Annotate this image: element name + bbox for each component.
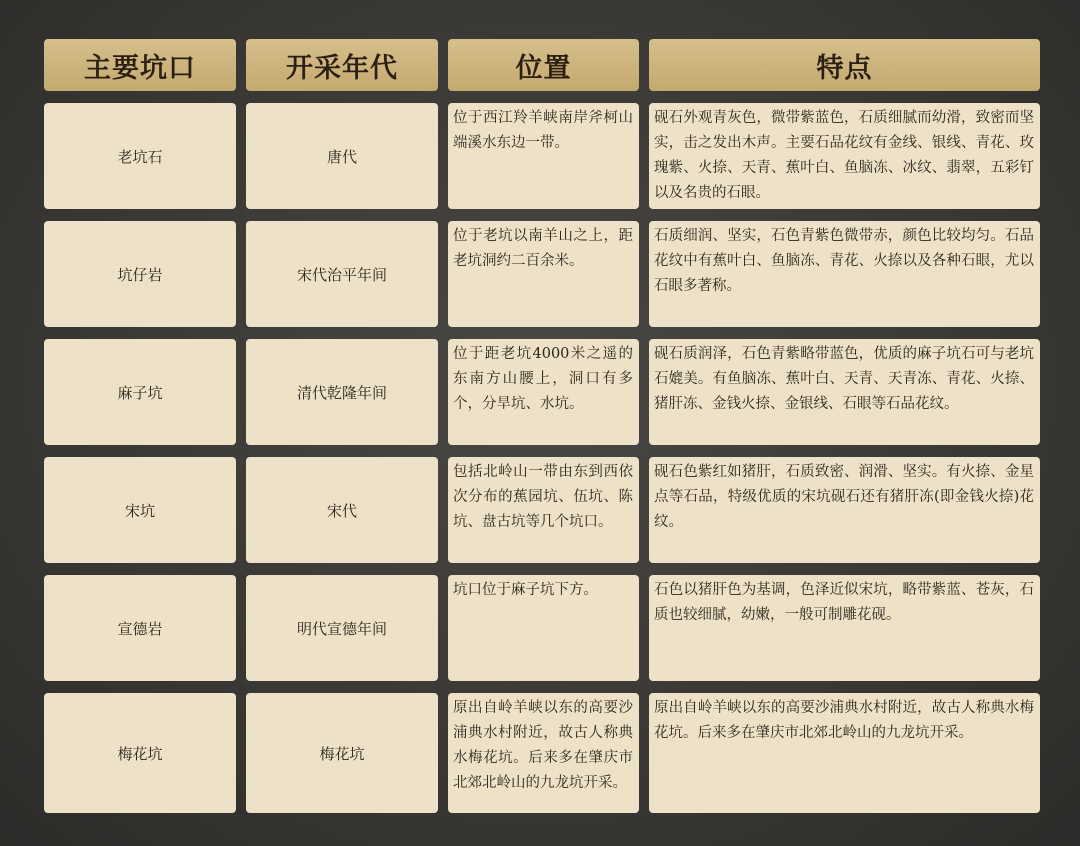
header-mining-era: 开采年代 — [246, 39, 438, 91]
cell-features: 砚石外观青灰色，微带紫蓝色，石质细腻而幼滑，致密而坚实，击之发出木声。主要石品花纹有金线、银线、青花、玫瑰紫、火捺、天青、蕉叶白、鱼脑冻、冰纹、翡翠，五彩钉以及名贵的石眼。 — [649, 103, 1040, 209]
cell-era: 清代乾隆年间 — [246, 339, 438, 445]
cell-features: 石质细润、坚实，石色青紫色微带赤，颜色比较均匀。石品花纹中有蕉叶白、鱼脑冻、青花、火捺以及各种石眼，尤以石眼多著称。 — [649, 221, 1040, 327]
cell-pit: 坑仔岩 — [44, 221, 236, 327]
cell-era: 宋代治平年间 — [246, 221, 438, 327]
cell-location: 位于老坑以南羊山之上，距老坑洞约二百余米。 — [448, 221, 639, 327]
cell-pit: 老坑石 — [44, 103, 236, 209]
cell-location: 位于西江羚羊峡南岸斧柯山端溪水东边一带。 — [448, 103, 639, 209]
header-features: 特点 — [649, 39, 1040, 91]
cell-location: 原出自岭羊峡以东的高要沙浦典水村附近，故古人称典水梅花坑。后来多在肇庆市北郊北岭山的九龙坑开采。 — [448, 693, 639, 813]
cell-pit: 麻子坑 — [44, 339, 236, 445]
cell-pit: 宣德岩 — [44, 575, 236, 681]
cell-features: 石色以猪肝色为基调，色泽近似宋坑，略带紫蓝、苍灰，石质也较细腻，幼嫩，一般可制雕花砚。 — [649, 575, 1040, 681]
cell-features: 砚石色紫红如猪肝，石质致密、润滑、坚实。有火捺、金星点等石品，特级优质的宋坑砚石还有猪肝冻(即金钱火捺)花纹。 — [649, 457, 1040, 563]
cell-features: 砚石质润泽，石色青紫略带蓝色，优质的麻子坑石可与老坑石媲美。有鱼脑冻、蕉叶白、天青、天青冻、青花、火捺、猪肝冻、金钱火捺、金银线、石眼等石品花纹。 — [649, 339, 1040, 445]
cell-location: 位于距老坑4000米之遥的东南方山腰上，洞口有多个，分旱坑、水坑。 — [448, 339, 639, 445]
cell-location: 包括北岭山一带由东到西依次分布的蕉园坑、伍坑、陈坑、盘古坑等几个坑口。 — [448, 457, 639, 563]
cell-pit: 梅花坑 — [44, 693, 236, 813]
inkstone-pits-table — [44, 39, 1040, 813]
cell-pit: 宋坑 — [44, 457, 236, 563]
cell-location: 坑口位于麻子坑下方。 — [448, 575, 639, 681]
header-main-pit: 主要坑口 — [44, 39, 236, 91]
cell-era: 明代宣德年间 — [246, 575, 438, 681]
cell-era: 宋代 — [246, 457, 438, 563]
cell-era: 唐代 — [246, 103, 438, 209]
header-location: 位置 — [448, 39, 639, 91]
cell-era: 梅花坑 — [246, 693, 438, 813]
cell-features: 原出自岭羊峡以东的高要沙浦典水村附近，故古人称典水梅花坑。后来多在肇庆市北郊北岭山的九龙坑开采。 — [649, 693, 1040, 813]
